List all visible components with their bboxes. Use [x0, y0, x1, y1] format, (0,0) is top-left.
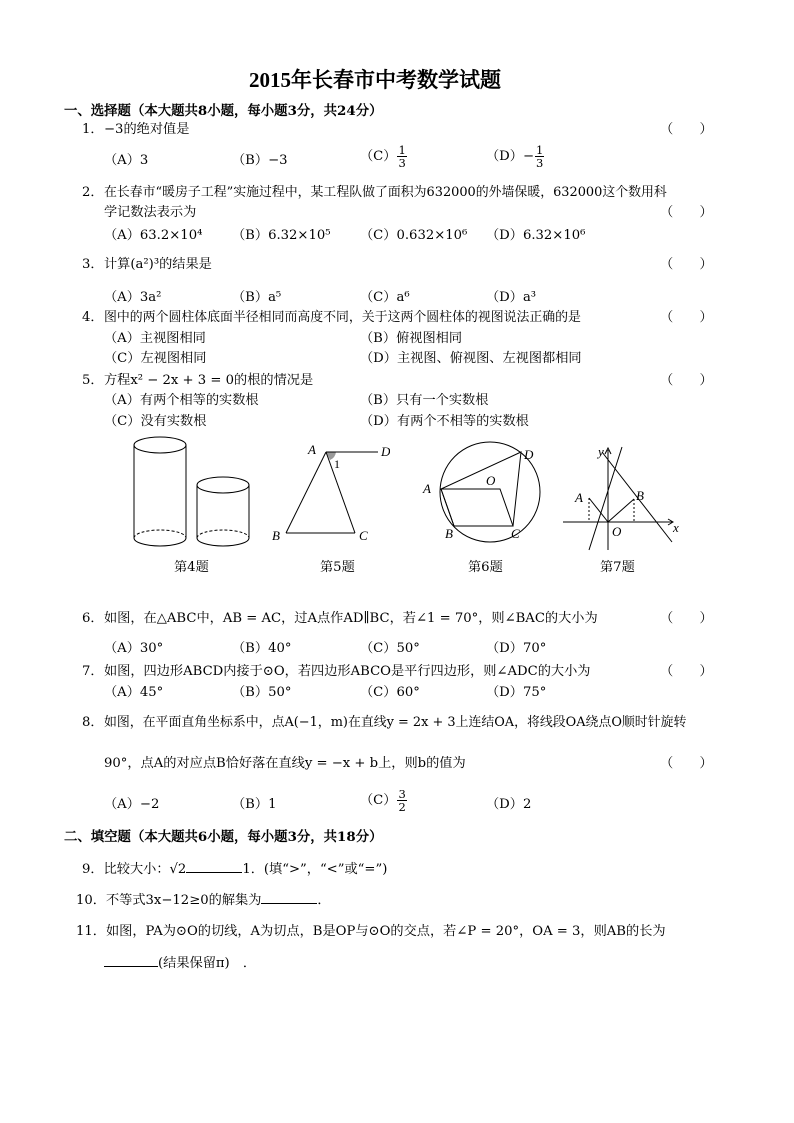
option-a: （A）45°: [104, 685, 164, 700]
option-a: （A）主视图相同: [104, 331, 206, 346]
option-prefix: （C）: [360, 149, 397, 165]
fraction-denominator: 2: [398, 800, 406, 815]
option-a: （A）3a²: [104, 290, 162, 305]
label-x: x: [673, 520, 679, 535]
section-header: 二、填空题（本大题共6小题，每小题3分，共18分）: [64, 829, 383, 845]
question-number: 10．: [76, 893, 106, 908]
answer-paren: （ ）: [660, 122, 713, 137]
question-number: 6．: [82, 611, 104, 626]
option-b: （B）1: [232, 797, 277, 812]
option-a: （A）63.2×10⁴: [104, 228, 203, 243]
option-a: （A）−2: [104, 797, 160, 812]
answer-paren: （ ）: [660, 756, 713, 771]
option-c: （C）a⁶: [360, 290, 410, 305]
question-stem: 图中的两个圆柱体底面半径相同而高度不同，关于这两个圆柱体的视图说法正确的是: [104, 310, 581, 325]
fraction: [397, 144, 406, 169]
fraction-numerator: 1: [398, 143, 406, 157]
label-d: D: [524, 447, 534, 462]
answer-paren: （ ）: [660, 611, 713, 626]
segment-oa: [589, 498, 608, 522]
short-cylinder-bottom: [197, 538, 249, 546]
answer-paren: （ ）: [660, 257, 713, 272]
question-10: [76, 893, 331, 909]
label-b: B: [272, 528, 280, 543]
option-d: （D）a³: [486, 290, 537, 305]
label-a: A: [575, 490, 583, 505]
question-stem: 方程x² − 2x + 3 = 0的根的情况是: [104, 373, 314, 388]
option-a: （A）30°: [104, 641, 164, 656]
question-stem-post: ．: [317, 893, 331, 908]
option-prefix: （C）: [360, 793, 397, 809]
option-c: [360, 144, 408, 169]
answer-paren: （ ）: [660, 310, 713, 325]
option-b: （B）40°: [232, 641, 292, 656]
answer-blank[interactable]: [104, 966, 158, 967]
question-stem-line1: 如图，在平面直角坐标系中，点A(−1，m)在直线y = 2x + 3上连结OA，将线段OA绕点O顺时针旋转: [104, 715, 687, 730]
option-d: （D）6.32×10⁶: [486, 228, 586, 243]
tall-cylinder-bottom: [134, 538, 186, 546]
question-9: [82, 862, 387, 878]
question-stem-pre: 不等式3x−12≥0的解集为: [105, 893, 262, 908]
label-c: C: [359, 528, 368, 543]
question-stem-line2: (结果保留π) ．: [158, 956, 257, 971]
label-c: C: [511, 526, 520, 541]
figure-caption-5: 第5题: [320, 560, 355, 575]
side-ac: [326, 452, 355, 533]
answer-paren: （ ）: [660, 205, 713, 220]
label-angle-1: 1: [334, 457, 340, 471]
option-d: [486, 144, 545, 169]
parallelogram-abco: [441, 489, 513, 526]
option-d: （D）75°: [486, 685, 547, 700]
question-stem: 如图，在△ABC中，AB = AC，过A点作AD∥BC，若∠1 = 70°，则∠BAC的大小为: [104, 611, 598, 626]
figure-caption-7: 第7题: [600, 560, 635, 575]
fraction: [535, 144, 544, 169]
option-c: （C）左视图相同: [104, 351, 207, 366]
fraction-denominator: 3: [536, 156, 544, 171]
option-d: （D）有两个不相等的实数根: [360, 414, 529, 429]
label-o: O: [612, 524, 622, 539]
label-d: D: [381, 444, 390, 459]
option-a: （A）有两个相等的实数根: [104, 393, 259, 408]
short-cylinder-top: [197, 477, 249, 493]
question-number: 5．: [82, 373, 104, 388]
question-number: 3．: [82, 257, 104, 272]
figure-7-coordinate: [560, 442, 685, 552]
figure-6-circle: [420, 437, 550, 552]
section-header: 一、选择题（本大题共8小题，每小题3分，共24分）: [64, 103, 383, 119]
label-y: y: [598, 444, 604, 459]
label-b: B: [445, 526, 453, 541]
option-c: （C）50°: [360, 641, 420, 656]
question-stem: 计算(a²)³的结果是: [104, 257, 212, 272]
question-stem: −3的绝对值是: [104, 122, 190, 137]
figure-4-cylinders: [128, 433, 268, 558]
tall-cylinder-top: [134, 437, 186, 453]
option-b: （B）只有一个实数根: [360, 393, 489, 408]
page-title: 2015年长春市中考数学试题: [249, 68, 501, 92]
option-b: （B）50°: [232, 685, 292, 700]
question-number: 2．: [82, 185, 104, 200]
question-number: 11．: [76, 924, 106, 939]
side-ab: [286, 452, 326, 533]
fraction-denominator: 3: [398, 156, 406, 171]
segment-ob: [608, 499, 634, 522]
question-number: 8．: [82, 715, 104, 730]
option-prefix: （D）−: [486, 149, 534, 165]
option-c: （C）0.632×10⁶: [360, 228, 468, 243]
question-stem-line2-wrap: [104, 956, 256, 972]
question-stem-line1: 如图，PA为⊙O的切线，A为切点，B是OP与⊙O的交点，若∠P = 20°，OA = 3，则AB的长为: [105, 924, 666, 939]
question-number: 7．: [82, 664, 104, 679]
question-number: 4．: [82, 310, 104, 325]
fraction: [397, 788, 406, 813]
label-o: O: [486, 473, 496, 488]
option-d: （D）70°: [486, 641, 547, 656]
option-c: （C）60°: [360, 685, 420, 700]
answer-blank[interactable]: [261, 903, 317, 904]
option-c: （C）没有实数根: [104, 414, 207, 429]
figure-caption-4: 第4题: [174, 560, 209, 575]
label-a: A: [423, 481, 431, 496]
option-c: [360, 788, 408, 813]
fraction-numerator: 1: [536, 143, 544, 157]
answer-blank[interactable]: [186, 872, 242, 873]
option-b: （B）6.32×10⁵: [232, 228, 331, 243]
question-number: 1．: [82, 122, 104, 137]
answer-paren: （ ）: [660, 373, 713, 388]
option-b: （B）−3: [232, 153, 288, 168]
figure-5-triangle: [270, 440, 390, 545]
question-number: 9．: [82, 862, 104, 877]
label-b: B: [636, 488, 644, 503]
fraction-numerator: 3: [398, 787, 406, 801]
question-stem-line2: 90°，点A的对应点B恰好落在直线y = −x + b上，则b的值为: [104, 756, 466, 771]
question-stem: 如图，四边形ABCD内接于⊙O，若四边形ABCO是平行四边形，则∠ADC的大小为: [104, 664, 591, 679]
option-d: （D）主视图、俯视图、左视图都相同: [360, 351, 582, 366]
question-stem-line1-wrap: [76, 924, 666, 940]
question-stem-post: 1．(填“>”，“<”或“=”): [242, 862, 388, 877]
label-a: A: [308, 442, 316, 457]
option-d: （D）2: [486, 797, 532, 812]
question-stem-line2: 学记数法表示为: [104, 205, 197, 220]
figure-caption-6: 第6题: [468, 560, 503, 575]
question-stem-line1: 在长春市“暖房子工程”实施过程中，某工程队做了面积为632000的外墙保暖，632000这个数用科: [104, 185, 667, 200]
option-a: （A）3: [104, 153, 149, 168]
option-b: （B）a⁵: [232, 290, 282, 305]
answer-paren: （ ）: [660, 664, 713, 679]
question-stem-pre: 比较大小：√2: [103, 862, 187, 877]
option-b: （B）俯视图相同: [360, 331, 463, 346]
